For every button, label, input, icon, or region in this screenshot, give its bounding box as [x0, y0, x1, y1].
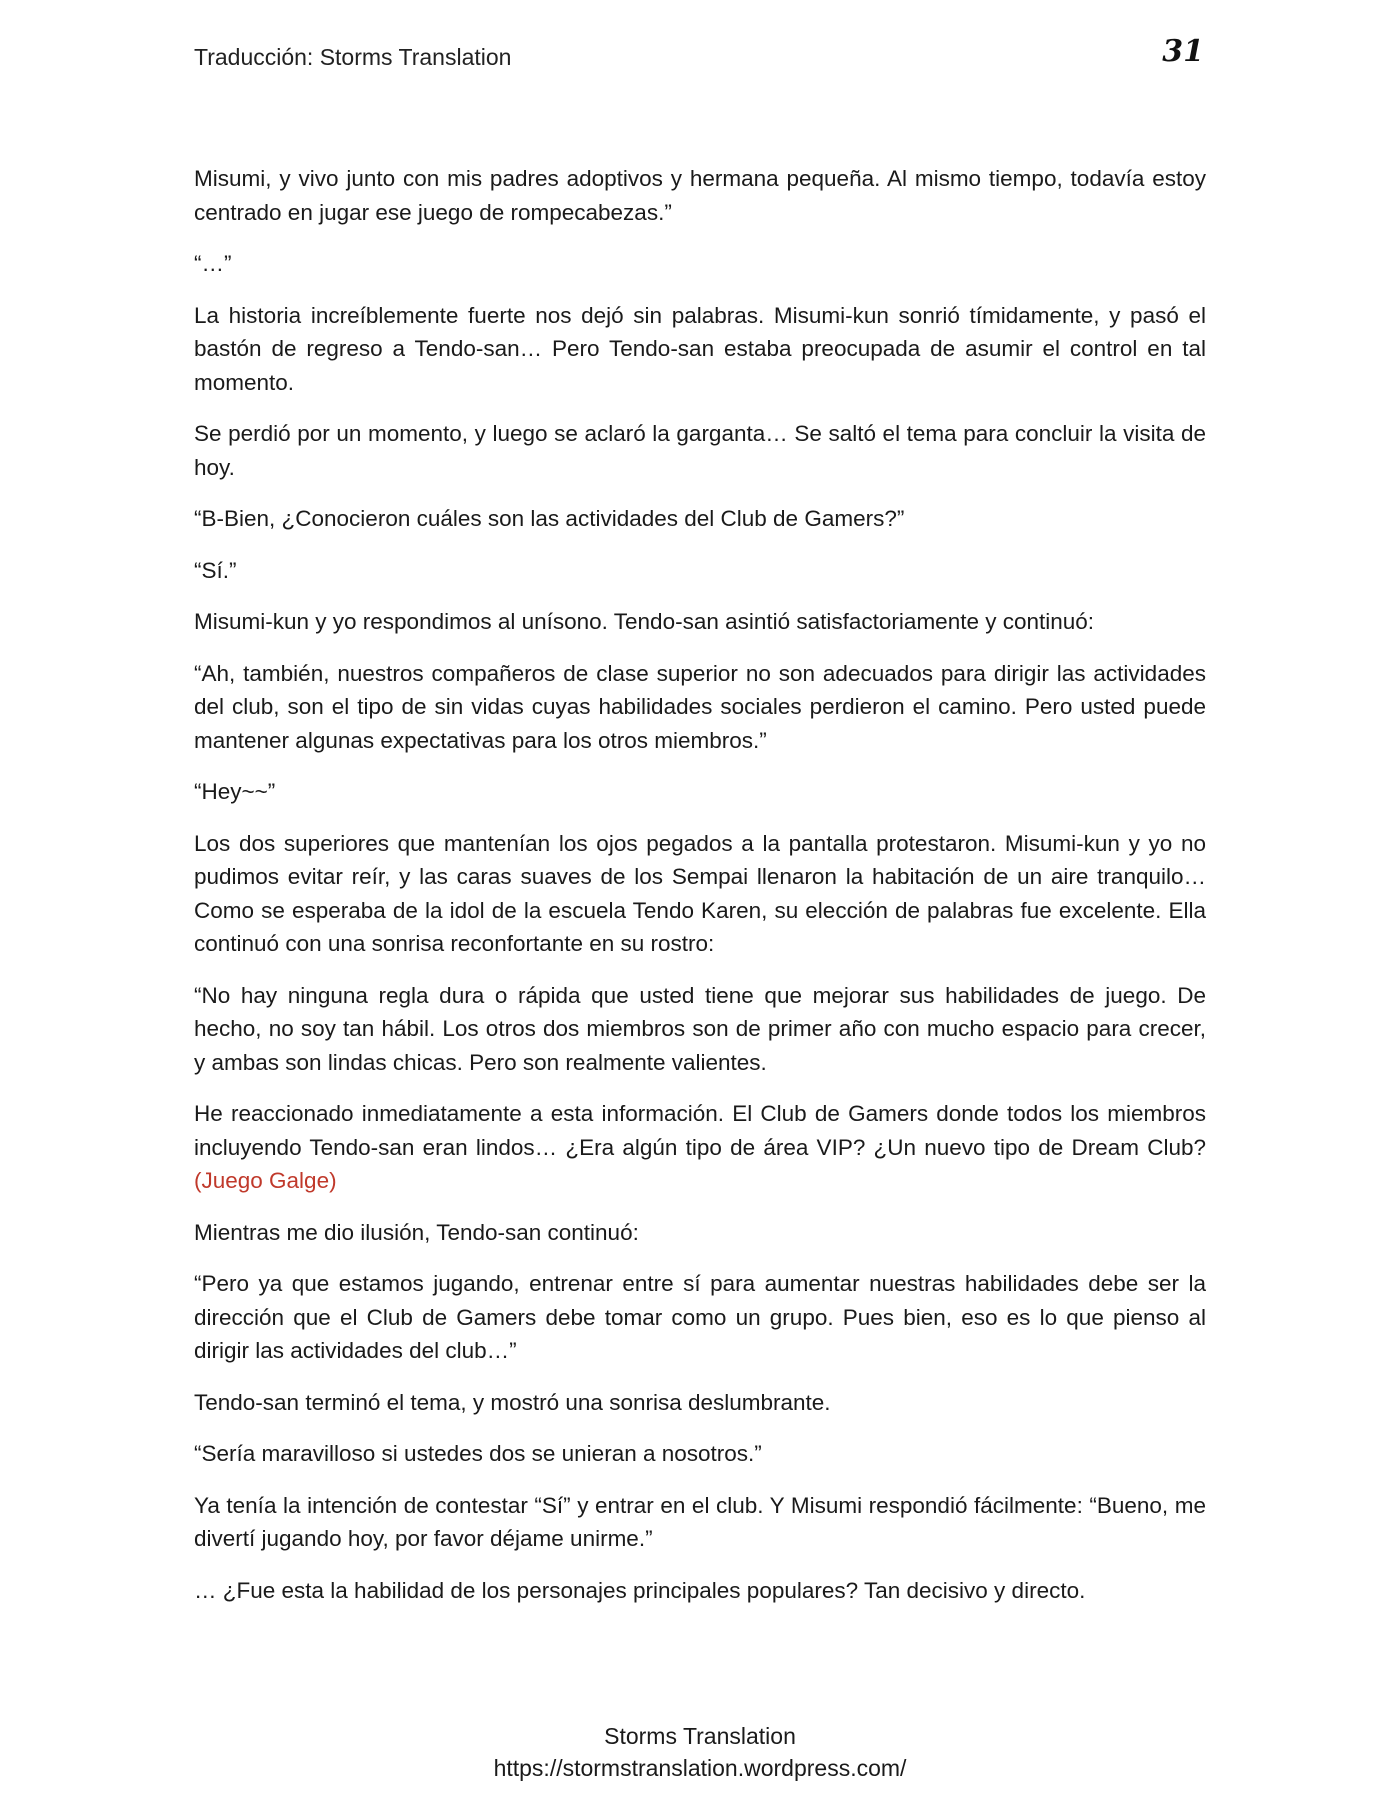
paragraph: … ¿Fue esta la habilidad de los personajes principales populares? Tan decisivo y directo.: [194, 1577, 1086, 1603]
paragraph: “B-Bien, ¿Conocieron cuáles son las actividades del Club de Gamers?”: [194, 506, 905, 531]
paragraph: “Sería maravilloso si ustedes dos se unieran a nosotros.”: [194, 1441, 762, 1466]
footer-url[interactable]: https://stormstranslation.wordpress.com/: [493, 1755, 907, 1781]
paragraph: “Ah, también, nuestros compañeros de clase superior no son adecuados para dirigir las actividades del club, son el tipo de sin vidas cuyas habilidades sociales perdieron el camino. Pero usted puede mantener algunas expectativas para los otros miembros.”: [194, 660, 1206, 753]
paragraph: Misumi, y vivo junto con mis padres adoptivos y hermana pequeña. Al mismo tiempo, todavía estoy centrado en jugar ese juego de rompecabezas.”: [194, 166, 1206, 225]
paragraph: “Sí.”: [194, 557, 237, 583]
paragraph: Ya tenía la intención de contestar “Sí” y entrar en el club. Y Misumi respondió fácilmente: “Bueno, me divertí jugando hoy, por favor déjame unirme.”: [194, 1492, 1206, 1551]
footer: [0, 1720, 1400, 1784]
paragraph: Misumi-kun y yo respondimos al unísono. Tendo-san asintió satisfactoriamente y continuó:: [194, 609, 1095, 634]
paragraph: Tendo-san terminó el tema, y mostró una sonrisa deslumbrante.: [194, 1389, 831, 1415]
paragraph: Se perdió por un momento, y luego se aclaró la garganta… Se saltó el tema para concluir la visita de hoy.: [194, 421, 1206, 480]
paragraph: “Pero ya que estamos jugando, entrenar entre sí para aumentar nuestras habilidades debe ser la dirección que el Club de Gamers debe tomar como un grupo. Pues bien, eso es lo que pienso al dirigir las actividades del club…”: [194, 1271, 1206, 1363]
header-translator-credit: Traducción: Storms Translation: [194, 44, 512, 70]
translator-note: (Juego Galge): [194, 1168, 337, 1193]
footer-site-name: Storms Translation: [604, 1723, 796, 1749]
paragraph: “No hay ninguna regla dura o rápida que usted tiene que mejorar sus habilidades de juego. De hecho, no soy tan hábil. Los otros dos miembros son de primer año con mucho espacio para crecer, y ambas son lindas chicas. Pero son realmente valientes.: [194, 982, 1206, 1075]
paragraph: La historia increíblemente fuerte nos dejó sin palabras. Misumi-kun sonrió tímidamente, y pasó el bastón de regreso a Tendo-san… Pero Tendo-san estaba preocupada de asumir el control en tal momento.: [194, 302, 1206, 395]
paragraph: “…”: [194, 251, 232, 276]
page-number: 31: [1162, 34, 1204, 69]
paragraph: Mientras me dio ilusión, Tendo-san continuó:: [194, 1219, 639, 1245]
document-body: [194, 162, 1206, 1625]
paragraph: “Hey~~”: [194, 779, 276, 804]
paragraph: He reaccionado inmediatamente a esta información. El Club de Gamers donde todos los miembros incluyendo Tendo-san eran lindos… ¿Era algún tipo de área VIP? ¿Un nuevo tipo de Dream Club? (Juego Galge): [194, 1101, 1206, 1193]
paragraph: Los dos superiores que mantenían los ojos pegados a la pantalla protestaron. Misumi-kun y yo no pudimos evitar reír, y las caras suaves de los Sempai llenaron la habitación de un aire tranquilo… Como se esperaba de la idol de la escuela Tendo Karen, su elección de palabras fue excelente. Ella continuó con una sonrisa reconfortante en su rostro:: [194, 830, 1206, 956]
